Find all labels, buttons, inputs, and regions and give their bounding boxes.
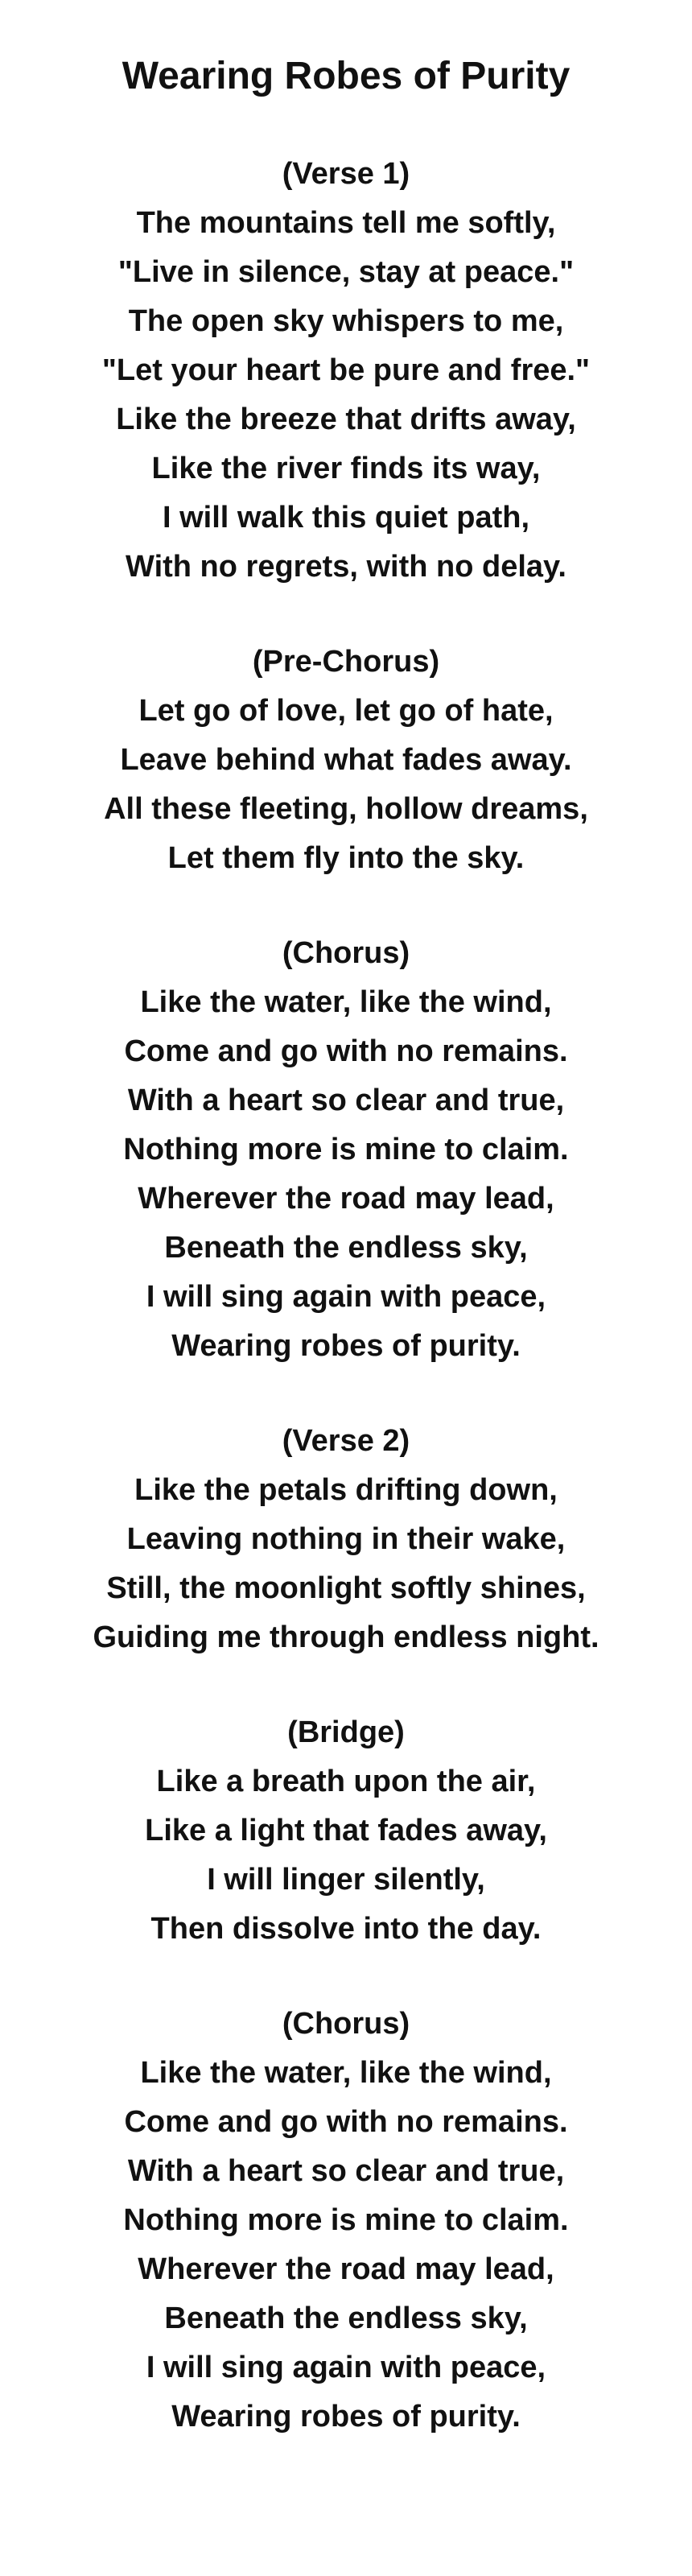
lyric-line: Wherever the road may lead, <box>138 2252 554 2286</box>
lyric-line: Like a breath upon the air, <box>156 1765 536 1798</box>
lyric-line: Like the river finds its way, <box>151 452 541 485</box>
lyric-line: Let them fly into the sky. <box>167 841 525 875</box>
lyric-line: Like the water, like the wind, <box>140 2056 552 2090</box>
lyric-line: With a heart so clear and true, <box>127 2154 565 2188</box>
lyric-line: Beneath the endless sky, <box>164 2301 528 2335</box>
lyric-line: I will linger silently, <box>207 1863 485 1897</box>
lyric-line: Leave behind what fades away. <box>120 743 572 777</box>
lyrics-section <box>0 638 692 883</box>
lyric-line: "Live in silence, stay at peace." <box>117 255 575 289</box>
lyric-line: Leaving nothing in their wake, <box>126 1522 566 1556</box>
lyric-line: I will walk this quiet path, <box>162 501 530 535</box>
lyric-line: Let go of love, let go of hate, <box>138 694 554 728</box>
section-label: (Verse 2) <box>282 1424 410 1458</box>
lyrics-body <box>0 150 692 2442</box>
lyric-line: Then dissolve into the day. <box>150 1912 542 1946</box>
lyric-line: With a heart so clear and true, <box>127 1084 565 1117</box>
lyrics-section <box>0 1417 692 1662</box>
lyric-line: Like the water, like the wind, <box>140 985 552 1019</box>
lyric-line: Nothing more is mine to claim. <box>123 2203 569 2237</box>
lyric-line: Wearing robes of purity. <box>171 1329 521 1363</box>
lyric-line: Like a light that fades away, <box>145 1814 547 1847</box>
lyric-line: The open sky whispers to me, <box>128 304 564 338</box>
lyric-line: Like the breeze that drifts away, <box>116 402 576 436</box>
section-label: (Verse 1) <box>282 157 410 191</box>
lyric-line: Wearing robes of purity. <box>171 2400 521 2434</box>
lyric-line: Still, the moonlight softly shines, <box>106 1571 586 1605</box>
lyric-line: Come and go with no remains. <box>124 2105 568 2139</box>
section-label: (Pre-Chorus) <box>252 645 440 679</box>
lyric-line: The mountains tell me softly, <box>136 206 556 240</box>
lyric-line: "Let your heart be pure and free." <box>101 353 591 387</box>
lyric-line: Come and go with no remains. <box>124 1034 568 1068</box>
section-label: (Chorus) <box>282 2007 410 2041</box>
lyrics-section <box>0 929 692 1371</box>
lyric-line: Wherever the road may lead, <box>138 1182 554 1216</box>
lyric-line: I will sing again with peace, <box>146 2351 546 2384</box>
lyric-line: All these fleeting, hollow dreams, <box>104 792 588 826</box>
song-title: Wearing Robes of Purity <box>122 55 570 97</box>
lyric-line: I will sing again with peace, <box>146 1280 546 1314</box>
section-label: (Bridge) <box>287 1715 405 1749</box>
lyric-line: Guiding me through endless night. <box>93 1620 599 1654</box>
section-label: (Chorus) <box>282 936 410 970</box>
lyric-line: Beneath the endless sky, <box>164 1231 528 1265</box>
lyrics-section <box>0 150 692 592</box>
lyric-line: Nothing more is mine to claim. <box>123 1133 569 1166</box>
lyrics-section <box>0 1708 692 1954</box>
lyrics-section <box>0 2000 692 2442</box>
lyric-line: With no regrets, with no delay. <box>126 550 566 584</box>
lyric-line: Like the petals drifting down, <box>134 1473 558 1507</box>
